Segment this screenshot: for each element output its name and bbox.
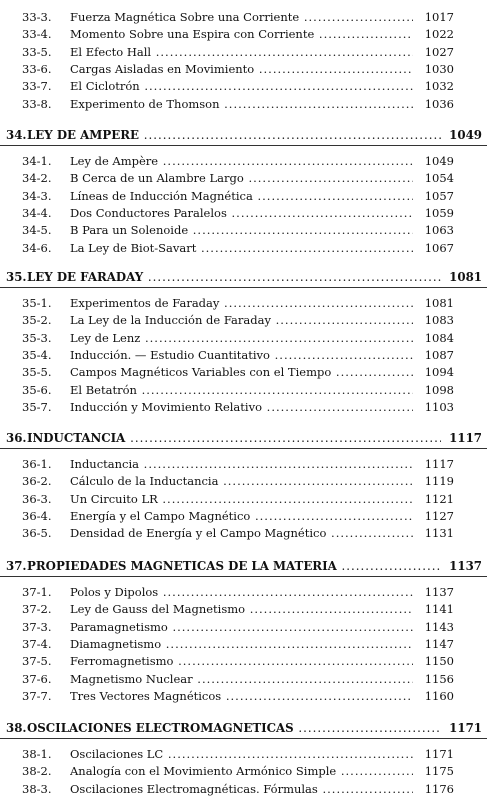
entry-page-number: 1175 <box>422 763 454 779</box>
chapter-page-number: 1117 <box>446 429 482 447</box>
chapter-number: 37. <box>6 559 27 573</box>
entry-title: El Efecto Hall ..... <box>70 44 413 60</box>
entry-page-number: 1143 <box>422 619 454 635</box>
entry-number: 34-3. <box>22 188 52 203</box>
toc-entry[interactable] <box>0 619 487 635</box>
chapter-heading[interactable] <box>0 719 487 737</box>
chapter-page-number: 1137 <box>446 557 482 575</box>
entry-title: Cálculo de la Inductancia ..... <box>70 473 413 489</box>
entry-title: Inducción. — Estudio Cuantitativo ..... <box>70 347 413 363</box>
entry-title: Un Circuito LR ..... <box>70 491 413 507</box>
toc-entry[interactable] <box>0 9 487 25</box>
entry-page-number: 1171 <box>422 746 454 762</box>
entry-number: 38-1. <box>22 747 52 761</box>
entry-number: 33-4. <box>22 27 52 42</box>
entry-title: Campos Magnéticos Variables con el Tiempo ..... <box>70 364 413 380</box>
toc-entry[interactable] <box>0 44 487 60</box>
toc-entry[interactable] <box>0 473 487 489</box>
toc-entry[interactable] <box>0 312 487 328</box>
entry-number: 34-6. <box>22 240 52 255</box>
entry-number: 38-3. <box>22 781 52 796</box>
chapter-divider <box>0 448 487 449</box>
entry-page-number: 1117 <box>422 456 454 472</box>
entry-page-number: 1017 <box>422 9 454 25</box>
entry-title: B Cerca de un Alambre Largo ..... <box>70 170 413 186</box>
entry-page-number: 1119 <box>422 473 454 489</box>
toc-entry[interactable] <box>0 330 487 346</box>
entry-number: 33-5. <box>22 44 52 59</box>
entry-number: 35-4. <box>22 347 52 362</box>
entry-number: 37-1. <box>22 585 52 599</box>
entry-page-number: 1030 <box>422 61 454 77</box>
entry-number: 36-4. <box>22 508 52 523</box>
entry-page-number: 1049 <box>422 153 454 169</box>
entry-page-number: 1147 <box>422 636 454 652</box>
chapter-heading[interactable] <box>0 429 487 447</box>
entry-title: Ferromagnetismo ..... <box>70 653 413 669</box>
chapter-title: LEY DE AMPERE ..... <box>27 126 441 144</box>
entry-number: 38-2. <box>22 764 52 779</box>
entry-title: Paramagnetismo ..... <box>70 619 413 635</box>
chapter-heading[interactable] <box>0 557 487 575</box>
entry-number: 35-1. <box>22 296 52 310</box>
toc-entry[interactable] <box>0 601 487 617</box>
chapter-number: 36. <box>6 431 27 445</box>
toc-entry[interactable] <box>0 653 487 669</box>
entry-page-number: 1156 <box>422 671 454 687</box>
chapter-divider <box>0 576 487 577</box>
entry-number: 35-3. <box>22 330 52 345</box>
entry-page-number: 1022 <box>422 26 454 42</box>
chapter-page-number: 1081 <box>446 268 482 286</box>
entry-title: Ley de Ampère ..... <box>70 153 413 169</box>
entry-number: 35-5. <box>22 365 52 380</box>
entry-title: El Ciclotrón ..... <box>70 78 413 94</box>
entry-number: 36-3. <box>22 491 52 506</box>
entry-title: B Para un Solenoide ..... <box>70 222 413 238</box>
entry-page-number: 1067 <box>422 240 454 256</box>
entry-page-number: 1032 <box>422 78 454 94</box>
entry-number: 37-5. <box>22 654 52 669</box>
entry-title: Experimentos de Faraday ..... <box>70 295 413 311</box>
entry-title: Experimento de Thomson ..... <box>70 96 413 112</box>
entry-title: Diamagnetismo ..... <box>70 636 413 652</box>
entry-page-number: 1094 <box>422 364 454 380</box>
entry-title: El Betatrón ..... <box>70 382 413 398</box>
entry-number: 37-6. <box>22 671 52 686</box>
chapter-divider <box>0 287 487 288</box>
entry-page-number: 1084 <box>422 330 454 346</box>
entry-title: Líneas de Inducción Magnética ..... <box>70 188 413 204</box>
toc-entry[interactable] <box>0 205 487 221</box>
toc-entry[interactable] <box>0 153 487 169</box>
entry-page-number: 1036 <box>422 96 454 112</box>
entry-number: 34-1. <box>22 154 52 168</box>
entry-title: Polos y Dipolos ..... <box>70 584 413 600</box>
toc-entry[interactable] <box>0 781 487 797</box>
toc-entry[interactable] <box>0 508 487 524</box>
entry-number: 36-1. <box>22 457 52 471</box>
entry-title: Ley de Lenz ..... <box>70 330 413 346</box>
entry-page-number: 1027 <box>422 44 454 60</box>
toc-entry[interactable] <box>0 382 487 398</box>
toc-entry[interactable] <box>0 188 487 204</box>
entry-page-number: 1121 <box>422 491 454 507</box>
entry-number: 35-7. <box>22 399 52 414</box>
toc-entry[interactable] <box>0 240 487 256</box>
entry-title: Densidad de Energía y el Campo Magnético ..... <box>70 525 413 541</box>
toc-entry[interactable] <box>0 399 487 415</box>
entry-page-number: 1087 <box>422 347 454 363</box>
entry-page-number: 1176 <box>422 781 454 797</box>
chapter-title: LEY DE FARADAY ..... <box>27 268 441 286</box>
chapter-title: INDUCTANCIA ..... <box>27 429 441 447</box>
entry-title: Inducción y Movimiento Relativo ..... <box>70 399 413 415</box>
entry-number: 35-2. <box>22 313 52 328</box>
chapter-page-number: 1049 <box>446 126 482 144</box>
toc-entry[interactable] <box>0 96 487 112</box>
entry-page-number: 1131 <box>422 525 454 541</box>
toc-entry[interactable] <box>0 746 487 762</box>
entry-title: Oscilaciones Electromagnéticas. Fórmulas ..... <box>70 781 413 797</box>
entry-page-number: 1160 <box>422 688 454 704</box>
entry-title: Oscilaciones LC ..... <box>70 746 413 762</box>
chapter-number: 35. <box>6 270 27 284</box>
toc-entry[interactable] <box>0 295 487 311</box>
toc-entry[interactable] <box>0 525 487 541</box>
entry-number: 33-8. <box>22 96 52 111</box>
entry-title: Dos Conductores Paralelos ..... <box>70 205 413 221</box>
toc-entry[interactable] <box>0 347 487 363</box>
entry-page-number: 1057 <box>422 188 454 204</box>
entry-title: Momento Sobre una Espira con Corriente ..... <box>70 26 413 42</box>
toc-entry[interactable] <box>0 364 487 380</box>
toc-entry[interactable] <box>0 491 487 507</box>
entry-number: 34-4. <box>22 205 52 220</box>
entry-number: 33-7. <box>22 79 52 94</box>
entry-title: La Ley de la Inducción de Faraday ..... <box>70 312 413 328</box>
entry-page-number: 1127 <box>422 508 454 524</box>
entry-number: 37-2. <box>22 602 52 617</box>
entry-page-number: 1083 <box>422 312 454 328</box>
entry-number: 37-3. <box>22 619 52 634</box>
toc-entry[interactable] <box>0 456 487 472</box>
chapter-divider <box>0 145 487 146</box>
entry-number: 36-2. <box>22 474 52 489</box>
entry-number: 34-2. <box>22 171 52 186</box>
entry-number: 37-7. <box>22 688 52 703</box>
toc-entry[interactable] <box>0 222 487 238</box>
toc-entry[interactable] <box>0 78 487 94</box>
chapter-page-number: 1171 <box>446 719 482 737</box>
entry-page-number: 1081 <box>422 295 454 311</box>
chapter-title: OSCILACIONES ELECTROMAGNETICAS ..... <box>27 719 441 737</box>
toc-entry[interactable] <box>0 763 487 779</box>
entry-page-number: 1054 <box>422 170 454 186</box>
entry-number: 34-5. <box>22 223 52 238</box>
entry-title: Analogía con el Movimiento Armónico Simple ..... <box>70 763 413 779</box>
entry-title: Fuerza Magnética Sobre una Corriente ..... <box>70 9 413 25</box>
chapter-heading[interactable] <box>0 268 487 286</box>
toc-entry[interactable] <box>0 61 487 77</box>
entry-number: 33-3. <box>22 10 52 24</box>
entry-number: 33-6. <box>22 61 52 76</box>
entry-number: 37-4. <box>22 636 52 651</box>
entry-page-number: 1137 <box>422 584 454 600</box>
entry-page-number: 1063 <box>422 222 454 238</box>
chapter-heading[interactable] <box>0 126 487 144</box>
entry-title: Magnetismo Nuclear ..... <box>70 671 413 687</box>
entry-page-number: 1059 <box>422 205 454 221</box>
entry-title: Energía y el Campo Magnético ..... <box>70 508 413 524</box>
entry-page-number: 1103 <box>422 399 454 415</box>
toc-entry[interactable] <box>0 584 487 600</box>
toc-entry[interactable] <box>0 26 487 42</box>
entry-title: Ley de Gauss del Magnetismo ..... <box>70 601 413 617</box>
entry-title: Inductancia ..... <box>70 456 413 472</box>
toc-entry[interactable] <box>0 671 487 687</box>
chapter-divider <box>0 738 487 739</box>
chapter-number: 38. <box>6 721 27 735</box>
entry-page-number: 1141 <box>422 601 454 617</box>
chapter-number: 34. <box>6 128 27 142</box>
toc-entry[interactable] <box>0 170 487 186</box>
chapter-title: PROPIEDADES MAGNETICAS DE LA MATERIA ..... <box>27 557 441 575</box>
entry-page-number: 1150 <box>422 653 454 669</box>
entry-title: La Ley de Biot-Savart ..... <box>70 240 413 256</box>
toc-entry[interactable] <box>0 688 487 704</box>
entry-title: Cargas Aisladas en Movimiento ..... <box>70 61 413 77</box>
entry-number: 36-5. <box>22 526 52 541</box>
entry-number: 35-6. <box>22 382 52 397</box>
toc-entry[interactable] <box>0 636 487 652</box>
entry-title: Tres Vectores Magnéticos ..... <box>70 688 413 704</box>
entry-page-number: 1098 <box>422 382 454 398</box>
